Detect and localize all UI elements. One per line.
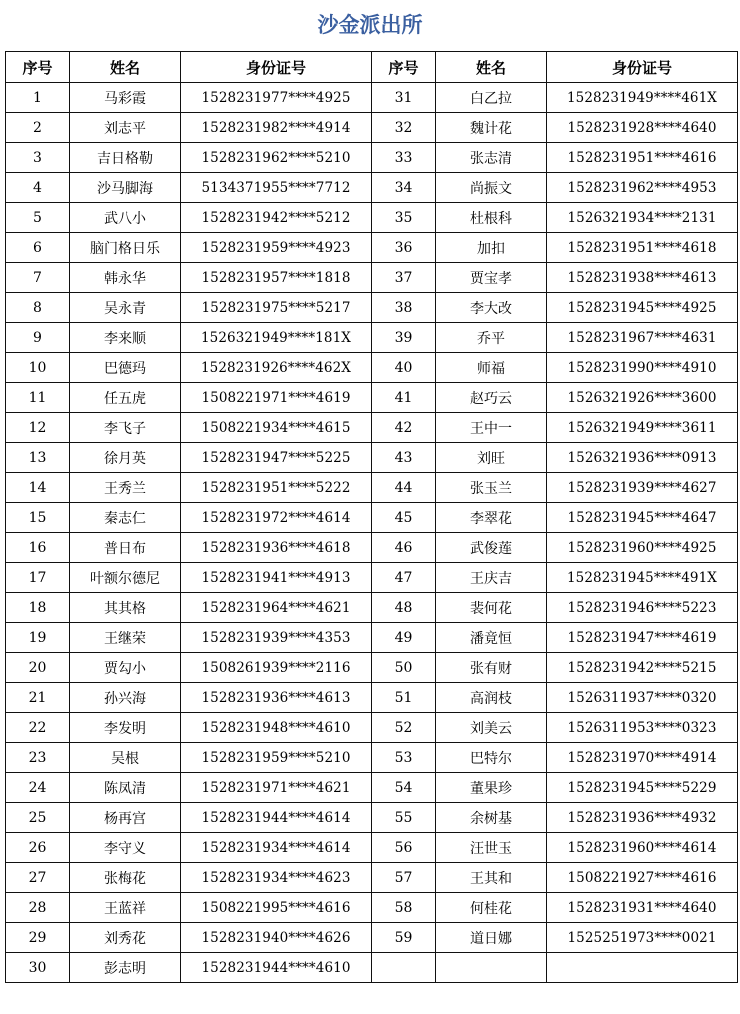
serial-cell: 6: [6, 233, 70, 263]
name-cell: 巴德玛: [70, 353, 181, 383]
name-cell: 汪世玉: [436, 833, 547, 863]
table-row: [6, 233, 738, 263]
name-cell: 任五虎: [70, 383, 181, 413]
name-cell: 赵巧云: [436, 383, 547, 413]
table-row: [6, 623, 738, 653]
table-row: [6, 263, 738, 293]
serial-cell: 19: [6, 623, 70, 653]
serial-cell: 54: [372, 773, 436, 803]
name-cell: 韩永华: [70, 263, 181, 293]
name-cell: 贾宝孝: [436, 263, 547, 293]
serial-cell: 1: [6, 83, 70, 113]
serial-cell: 16: [6, 533, 70, 563]
name-cell: 李守义: [70, 833, 181, 863]
serial-cell: 52: [372, 713, 436, 743]
name-cell: 脑门格日乐: [70, 233, 181, 263]
serial-cell: 49: [372, 623, 436, 653]
id-number-cell: 1528231960****4925: [547, 533, 738, 563]
name-cell: 巴特尔: [436, 743, 547, 773]
name-cell: 余树基: [436, 803, 547, 833]
table-row: [6, 113, 738, 143]
name-cell: 叶额尔德尼: [70, 563, 181, 593]
name-cell: 王继荣: [70, 623, 181, 653]
id-number-cell: 1508221934****4615: [181, 413, 372, 443]
table-row: [6, 443, 738, 473]
page-title: 沙金派出所: [317, 13, 423, 37]
id-number-cell: 1528231959****4923: [181, 233, 372, 263]
id-number-cell: 1528231944****4610: [181, 953, 372, 983]
name-cell: 王庆吉: [436, 563, 547, 593]
name-cell: 董果珍: [436, 773, 547, 803]
roster-table: [5, 51, 738, 983]
table-row: [6, 323, 738, 353]
serial-cell: [372, 953, 436, 983]
serial-cell: 58: [372, 893, 436, 923]
table-row: [6, 833, 738, 863]
serial-cell: 26: [6, 833, 70, 863]
id-number-cell: 1526321949****181X: [181, 323, 372, 353]
id-number-cell: 1508221995****4616: [181, 893, 372, 923]
name-cell: 李翠花: [436, 503, 547, 533]
serial-cell: 13: [6, 443, 70, 473]
name-cell: 刘志平: [70, 113, 181, 143]
name-cell: 徐月英: [70, 443, 181, 473]
id-number-cell: 1528231975****5217: [181, 293, 372, 323]
serial-cell: 4: [6, 173, 70, 203]
id-number-cell: 1528231957****1818: [181, 263, 372, 293]
id-number-cell: 1528231951****4618: [547, 233, 738, 263]
name-cell: 吴永青: [70, 293, 181, 323]
table-row: [6, 293, 738, 323]
name-cell: 武俊莲: [436, 533, 547, 563]
id-number-cell: 1528231960****4614: [547, 833, 738, 863]
id-number-cell: 1528231967****4631: [547, 323, 738, 353]
name-cell: 何桂花: [436, 893, 547, 923]
name-cell: 王蓝祥: [70, 893, 181, 923]
id-number-cell: 1528231990****4910: [547, 353, 738, 383]
serial-cell: 38: [372, 293, 436, 323]
name-cell: 白乙拉: [436, 83, 547, 113]
id-number-cell: 1525251973****0021: [547, 923, 738, 953]
id-number-cell: 1528231931****4640: [547, 893, 738, 923]
id-number-cell: 1528231970****4914: [547, 743, 738, 773]
name-cell: 尚振文: [436, 173, 547, 203]
serial-cell: 2: [6, 113, 70, 143]
serial-cell: 29: [6, 923, 70, 953]
serial-cell: 18: [6, 593, 70, 623]
serial-cell: 55: [372, 803, 436, 833]
id-number-cell: 1528231972****4614: [181, 503, 372, 533]
table-row: [6, 713, 738, 743]
id-number-cell: 1528231941****4913: [181, 563, 372, 593]
id-number-cell: 1528231938****4613: [547, 263, 738, 293]
name-cell: 魏计花: [436, 113, 547, 143]
table-row: [6, 203, 738, 233]
serial-cell: 34: [372, 173, 436, 203]
serial-cell: 11: [6, 383, 70, 413]
table-row: [6, 143, 738, 173]
serial-cell: 50: [372, 653, 436, 683]
serial-cell: 44: [372, 473, 436, 503]
serial-cell: 45: [372, 503, 436, 533]
header-id-right: 身份证号: [547, 52, 738, 83]
serial-cell: 23: [6, 743, 70, 773]
name-cell: 李来顺: [70, 323, 181, 353]
serial-cell: 33: [372, 143, 436, 173]
serial-cell: 15: [6, 503, 70, 533]
name-cell: 潘竟恒: [436, 623, 547, 653]
serial-cell: 3: [6, 143, 70, 173]
serial-cell: 22: [6, 713, 70, 743]
table-row: [6, 503, 738, 533]
table-row: [6, 653, 738, 683]
id-number-cell: 1526311937****0320: [547, 683, 738, 713]
table-row: [6, 383, 738, 413]
name-cell: 贾勾小: [70, 653, 181, 683]
serial-cell: 5: [6, 203, 70, 233]
table-row: [6, 893, 738, 923]
id-number-cell: 1528231951****4616: [547, 143, 738, 173]
id-number-cell: 1528231945****4647: [547, 503, 738, 533]
id-number-cell: 1526321926****3600: [547, 383, 738, 413]
name-cell: 王秀兰: [70, 473, 181, 503]
serial-cell: 42: [372, 413, 436, 443]
name-cell: 道日娜: [436, 923, 547, 953]
id-number-cell: 1526311953****0323: [547, 713, 738, 743]
id-number-cell: 1528231964****4621: [181, 593, 372, 623]
serial-cell: 32: [372, 113, 436, 143]
id-number-cell: 1528231940****4626: [181, 923, 372, 953]
name-cell: 彭志明: [70, 953, 181, 983]
id-number-cell: 1528231947****4619: [547, 623, 738, 653]
id-number-cell: 1528231948****4610: [181, 713, 372, 743]
name-cell: 刘旺: [436, 443, 547, 473]
name-cell: 裴何花: [436, 593, 547, 623]
table-row: [6, 533, 738, 563]
name-cell: 吴根: [70, 743, 181, 773]
serial-cell: 40: [372, 353, 436, 383]
id-number-cell: 1508221971****4619: [181, 383, 372, 413]
id-number-cell: 1528231939****4353: [181, 623, 372, 653]
id-number-cell: 1528231944****4614: [181, 803, 372, 833]
table-row: [6, 173, 738, 203]
id-number-cell: 1508261939****2116: [181, 653, 372, 683]
id-number-cell: 1528231949****461X: [547, 83, 738, 113]
name-cell: 普日布: [70, 533, 181, 563]
serial-cell: 36: [372, 233, 436, 263]
id-number-cell: 1528231928****4640: [547, 113, 738, 143]
id-number-cell: 1528231971****4621: [181, 773, 372, 803]
name-cell: 武八小: [70, 203, 181, 233]
serial-cell: 41: [372, 383, 436, 413]
id-number-cell: 1528231939****4627: [547, 473, 738, 503]
serial-cell: 10: [6, 353, 70, 383]
name-cell: 马彩霞: [70, 83, 181, 113]
id-number-cell: 1526321934****2131: [547, 203, 738, 233]
serial-cell: 9: [6, 323, 70, 353]
serial-cell: 59: [372, 923, 436, 953]
serial-cell: 17: [6, 563, 70, 593]
table-row: [6, 863, 738, 893]
id-number-cell: 1528231942****5215: [547, 653, 738, 683]
id-number-cell: 1528231934****4623: [181, 863, 372, 893]
id-number-cell: 1528231926****462X: [181, 353, 372, 383]
id-number-cell: 1528231945****491X: [547, 563, 738, 593]
id-number-cell: 1528231945****5229: [547, 773, 738, 803]
id-number-cell: 1528231936****4618: [181, 533, 372, 563]
id-number-cell: 1526321949****3611: [547, 413, 738, 443]
table-row: [6, 743, 738, 773]
header-name-left: 姓名: [70, 52, 181, 83]
name-cell: 杜根科: [436, 203, 547, 233]
name-cell: 孙兴海: [70, 683, 181, 713]
name-cell: 王中一: [436, 413, 547, 443]
header-no-left: 序号: [6, 52, 70, 83]
id-number-cell: 5134371955****7712: [181, 173, 372, 203]
id-number-cell: 1528231962****5210: [181, 143, 372, 173]
name-cell: 加扣: [436, 233, 547, 263]
id-number-cell: 1528231942****5212: [181, 203, 372, 233]
serial-cell: 39: [372, 323, 436, 353]
table-row: [6, 773, 738, 803]
header-row: [6, 52, 738, 83]
id-number-cell: 1528231945****4925: [547, 293, 738, 323]
name-cell: 乔平: [436, 323, 547, 353]
id-number-cell: 1528231962****4953: [547, 173, 738, 203]
id-number-cell: 1528231977****4925: [181, 83, 372, 113]
id-number-cell: [547, 953, 738, 983]
name-cell: 刘美云: [436, 713, 547, 743]
name-cell: [436, 953, 547, 983]
table-row: [6, 923, 738, 953]
serial-cell: 7: [6, 263, 70, 293]
header-id-left: 身份证号: [181, 52, 372, 83]
id-number-cell: 1528231947****5225: [181, 443, 372, 473]
serial-cell: 8: [6, 293, 70, 323]
serial-cell: 20: [6, 653, 70, 683]
id-number-cell: 1528231946****5223: [547, 593, 738, 623]
table-row: [6, 563, 738, 593]
name-cell: 杨再宫: [70, 803, 181, 833]
serial-cell: 57: [372, 863, 436, 893]
serial-cell: 24: [6, 773, 70, 803]
id-number-cell: 1528231959****5210: [181, 743, 372, 773]
serial-cell: 47: [372, 563, 436, 593]
id-number-cell: 1528231936****4932: [547, 803, 738, 833]
serial-cell: 48: [372, 593, 436, 623]
serial-cell: 46: [372, 533, 436, 563]
name-cell: 李发明: [70, 713, 181, 743]
serial-cell: 37: [372, 263, 436, 293]
name-cell: 张有财: [436, 653, 547, 683]
serial-cell: 12: [6, 413, 70, 443]
name-cell: 李大改: [436, 293, 547, 323]
id-number-cell: 1508221927****4616: [547, 863, 738, 893]
name-cell: 王其和: [436, 863, 547, 893]
header-name-right: 姓名: [436, 52, 547, 83]
serial-cell: 31: [372, 83, 436, 113]
serial-cell: 21: [6, 683, 70, 713]
id-number-cell: 1526321936****0913: [547, 443, 738, 473]
table-row: [6, 413, 738, 443]
table-header: [6, 52, 738, 83]
table-row: [6, 593, 738, 623]
name-cell: 吉日格勒: [70, 143, 181, 173]
serial-cell: 27: [6, 863, 70, 893]
serial-cell: 28: [6, 893, 70, 923]
serial-cell: 25: [6, 803, 70, 833]
id-number-cell: 1528231934****4614: [181, 833, 372, 863]
table-row: [6, 83, 738, 113]
table-row: [6, 353, 738, 383]
name-cell: 张志清: [436, 143, 547, 173]
header-no-right: 序号: [372, 52, 436, 83]
id-number-cell: 1528231951****5222: [181, 473, 372, 503]
name-cell: 沙马脚海: [70, 173, 181, 203]
name-cell: 高润枝: [436, 683, 547, 713]
serial-cell: 30: [6, 953, 70, 983]
serial-cell: 53: [372, 743, 436, 773]
id-number-cell: 1528231936****4613: [181, 683, 372, 713]
name-cell: 张玉兰: [436, 473, 547, 503]
table-row: [6, 473, 738, 503]
name-cell: 秦志仁: [70, 503, 181, 533]
serial-cell: 56: [372, 833, 436, 863]
serial-cell: 43: [372, 443, 436, 473]
serial-cell: 14: [6, 473, 70, 503]
name-cell: 师福: [436, 353, 547, 383]
name-cell: 陈凤清: [70, 773, 181, 803]
name-cell: 李飞子: [70, 413, 181, 443]
name-cell: 其其格: [70, 593, 181, 623]
table-body: [6, 83, 738, 983]
table-row: [6, 953, 738, 983]
table-row: [6, 683, 738, 713]
serial-cell: 35: [372, 203, 436, 233]
table-row: [6, 803, 738, 833]
name-cell: 张梅花: [70, 863, 181, 893]
serial-cell: 51: [372, 683, 436, 713]
name-cell: 刘秀花: [70, 923, 181, 953]
id-number-cell: 1528231982****4914: [181, 113, 372, 143]
